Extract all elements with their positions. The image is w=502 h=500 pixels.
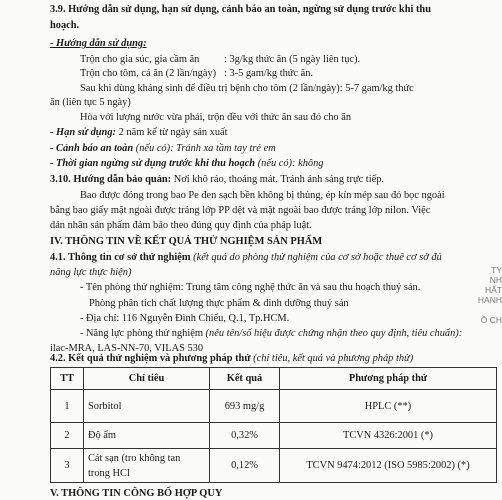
lab-department: Phòng phân tích chất lượng thực phẩm & dinh dưỡng thuỷ sản: [89, 298, 349, 309]
row-method: TCVN 4326:2001 (*): [280, 423, 497, 449]
row-method: TCVN 9474:2012 (ISO 5985:2002) (*): [280, 449, 497, 483]
expiry-line: [50, 126, 228, 139]
usage-row4: Hòa với lượng nước vừa phải, trộn đều với thức ăn sau đó cho ăn: [80, 112, 352, 123]
row-indicator-line2: trong HCl: [88, 467, 130, 479]
table-header-row: [51, 368, 497, 390]
table-row: [51, 449, 497, 483]
section-4-2-line: [50, 352, 413, 365]
section-4-1-line: [50, 251, 442, 264]
storage-value: Nơi khô ráo, thoáng mát. Tránh ánh sáng trực tiếp.: [171, 174, 384, 185]
header-result: Kết quả: [210, 368, 280, 390]
usage-row2-value: : 3-5 gam/kg thức ăn.: [224, 68, 314, 79]
stop-value: (nếu có): không: [255, 158, 324, 169]
warning-label: - Cảnh báo an toàn: [50, 143, 134, 154]
section-4-1-note: (kết quả do phòng thử nghiệm của cơ sở hoặc thuê cơ sở đủ: [190, 252, 442, 263]
storage-label: 3.10. Hướng dẫn bảo quản:: [50, 174, 172, 185]
packaging-line3: dán nhãn sản phẩm đảm bảo theo đúng quy định của pháp luật.: [50, 220, 312, 231]
section-4-2-note: (chỉ tiêu, kết quả và phương pháp thử): [250, 353, 414, 364]
warning-line: [50, 142, 276, 155]
section-4-1-note-line2: năng lực thực hiện): [50, 267, 132, 278]
expiry-value: 2 năm kể từ ngày sản xuất: [116, 127, 228, 138]
section-4-title: IV. THÔNG TIN VỀ KẾT QUẢ THỬ NGHIỆM SẢN PHẨM: [50, 236, 323, 247]
row-result: 0,12%: [210, 449, 280, 483]
lab-name: - Tên phòng thử nghiệm: Trung tâm công nghệ thức ăn và sau thu hoạch thuỷ sản.: [80, 282, 421, 293]
usage-header: - Hướng dẫn sử dụng:: [50, 38, 147, 49]
expiry-label: - Hạn sử dụng:: [50, 127, 116, 138]
margin-stamp-line4: HANH: [477, 295, 502, 305]
row-tt: 1: [51, 390, 84, 423]
margin-stamp-line5: Ồ CH: [480, 315, 502, 325]
section-3-9-title-line2: hoạch.: [50, 20, 80, 31]
section-4-2-label: 4.2. Kết quả thử nghiệm và phương pháp thử: [50, 353, 251, 364]
row-indicator: [84, 449, 210, 483]
row-result: 0,32%: [210, 423, 280, 449]
margin-stamp-line1: TY: [491, 265, 502, 275]
stop-label: - Thời gian ngừng sử dụng trước khi thu hoạch: [50, 158, 256, 169]
packaging-line2: bằng bao giấy mặt ngoài được tráng lớp PP dệt và mặt ngoài bao được tráng lớp nilon. Việc: [50, 205, 431, 216]
header-method: Phương pháp thử: [280, 368, 497, 390]
header-indicator: Chỉ tiêu: [84, 368, 210, 390]
capacity-value: ilac-MRA, LAS-NN-70, VILAS 530: [50, 343, 204, 354]
usage-row1-label: Trộn cho gia súc, gia cầm ăn: [80, 54, 200, 65]
warning-value: (nếu có): Tránh xa tầm tay trẻ em: [133, 143, 276, 154]
row-indicator: Độ ẩm: [84, 423, 210, 449]
section-4-1-label: 4.1. Thông tin cơ sở thử nghiệm: [50, 252, 191, 263]
margin-stamp-line2: NH: [489, 275, 502, 285]
margin-stamp-line3: HẤT: [485, 285, 502, 295]
table-row: [51, 423, 497, 449]
storage-line: [50, 173, 384, 186]
usage-row2-label: Trộn cho tôm, cá ăn (2 lần/ngày): [80, 68, 217, 79]
row-indicator: Sorbitol: [84, 390, 210, 423]
usage-row3-line2: ăn (liên tục 5 ngày): [50, 97, 131, 108]
usage-row3-line1: Sau khi dùng kháng sinh để điều trị bệnh cho tôm (2 lần/ngày): 5-7 gam/kg thức: [80, 83, 414, 94]
results-table: [50, 367, 497, 483]
lab-address: - Địa chỉ: 116 Nguyễn Đình Chiểu, Q.1, Tp.HCM.: [80, 313, 290, 324]
row-tt: 2: [51, 423, 84, 449]
capacity-label: - Năng lực phòng thử nghiệm: [80, 328, 203, 339]
section-3-9-title-line1: 3.9. Hướng dẫn sử dụng, hạn sử dụng, cảnh báo an toàn, ngừng sử dụng trước khi thu: [50, 4, 431, 15]
capacity-line: [80, 327, 462, 340]
row-method: HPLC (**): [280, 390, 497, 423]
section-5-title: V. THÔNG TIN CÔNG BỐ HỢP QUY: [50, 488, 223, 499]
header-tt: TT: [51, 368, 84, 390]
packaging-line1: Bao được đóng trong bao Pe đen sạch bền không bị thủng, ép kín mép sau đó bọc ngoài: [80, 190, 445, 201]
row-indicator-line1: Cát sạn (tro không tan: [88, 452, 181, 464]
stop-line: [50, 157, 323, 170]
table-row: [51, 390, 497, 423]
row-tt: 3: [51, 449, 84, 483]
row-result: 693 mg/g: [210, 390, 280, 423]
capacity-note: (nêu tên/số hiệu được chứng nhận theo quy định, tiêu chuẩn):: [202, 328, 463, 339]
usage-row1-value: : 3g/kg thức ăn (5 ngày liên tục).: [224, 54, 361, 65]
